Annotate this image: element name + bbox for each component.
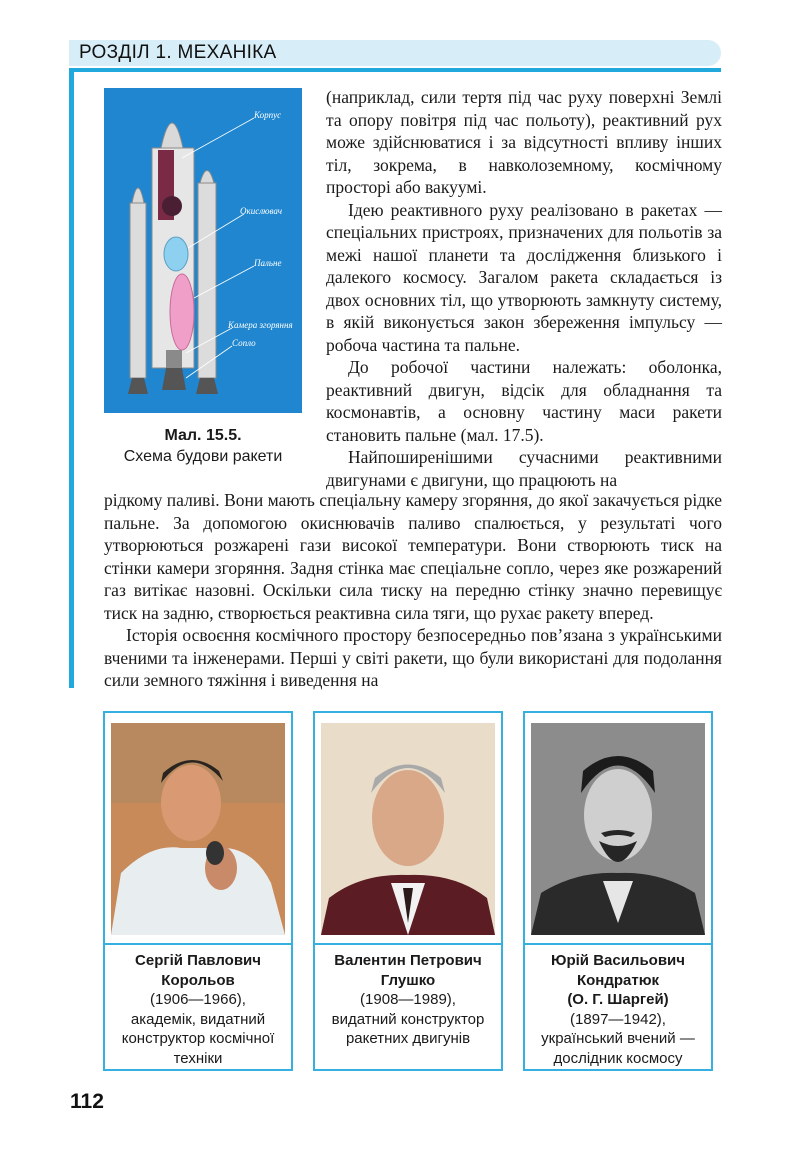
portrait-photo — [531, 723, 705, 935]
card-divider — [105, 943, 291, 945]
person-name: Валентин Петрович Глушко — [334, 952, 482, 989]
figure-caption — [104, 425, 302, 467]
header-rule — [69, 68, 721, 72]
paragraph: Найпоширенішими сучасними реактивними двигунами є двигуни, що працюють на — [326, 447, 722, 490]
figure-number: Мал. 15.5. — [164, 427, 242, 444]
text-column — [326, 86, 722, 491]
person-name: Сергій Павлович Корольов — [135, 952, 261, 989]
chapter-title: РОЗДІЛ 1. МЕХАНІКА — [79, 42, 277, 63]
chapter-header — [69, 40, 721, 66]
rocket-illustration — [104, 88, 302, 413]
portrait-card-kondratyuk — [523, 711, 713, 1071]
figure-caption-text: Схема будови ракети — [123, 448, 283, 465]
rocket-diagram — [104, 88, 302, 413]
portrait-photo — [111, 723, 285, 935]
person-details: (1908—1989), видатний конструктор ракетних двигунів — [331, 991, 485, 1047]
paragraph: Історія освоєння космічного простору безпосередньо пов’язана з українськими вченими та інженерами. Перші у світі ракети, що були використані для подолання сили земного тяжіння і виведення на — [104, 625, 722, 690]
portrait-card-korolev — [103, 711, 293, 1071]
person-details: (1906—1966), академік, видатний конструктор космічної техніки — [121, 991, 275, 1067]
portrait-card-glushko — [313, 711, 503, 1071]
card-divider — [525, 943, 711, 945]
person-details: (1897—1942), український вчений — дослідник космосу — [541, 1010, 695, 1067]
paragraph: рідкому паливі. Вони мають спеціальну камеру згоряння, до якої закачується рідке пальне. За допомогою окиснювачів паливо спалюється, у результаті чого утворюються розжарені гази високої температури. Вони створюють тиск на стінки камери згоряння. Задня стінка має спеціальне сопло, через яке розжарений газ витікає назовні. Оскільки сила тиску на передню стінку значно перевищує тиск на задню, створюється реактивна сила тяги, що рухає ракету вперед. — [104, 490, 722, 623]
portrait-bio — [107, 951, 289, 1068]
text-full-width — [104, 489, 722, 692]
card-divider — [315, 943, 501, 945]
portrait-bio — [527, 951, 709, 1068]
label-hull: Корпус — [254, 110, 282, 120]
side-accent-bar — [69, 68, 74, 688]
label-combustion-chamber: Камера згоряння — [228, 320, 293, 330]
portrait-bio — [317, 951, 499, 1049]
paragraph: Ідею реактивного руху реалізовано в ракетах — спеціальних пристроях, призначених для польотів за межі нашої планети та дослідження близького і далекого космосу. Загалом ракета складається із двох основних тіл, що утворюють замкнуту систему, в якій виконується закон збереження імпульсу — робоча частина та пальне. — [326, 199, 722, 355]
label-fuel: Пальне — [254, 258, 282, 268]
portrait-photo — [321, 723, 495, 935]
label-oxidizer: Окислювач — [240, 206, 282, 216]
page-number: 112 — [70, 1090, 104, 1113]
person-name: Юрій Васильович Кондратюк (О. Г. Шаргей) — [551, 952, 685, 1008]
paragraph: До робочої частини належать: оболонка, реактивний двигун, відсік для обладнання та космонавтів, а основну частину маси ракети становить пальне (мал. 17.5). — [326, 357, 722, 445]
paragraph: (наприклад, сили тертя під час руху поверхні Землі та опору повітря під час польоту), реактивний рух може здійснюватися і за відсутності впливу інших тіл, зокрема, в навколоземному, космічному просторі або вакуумі. — [326, 87, 722, 197]
label-nozzle: Сопло — [232, 338, 256, 348]
